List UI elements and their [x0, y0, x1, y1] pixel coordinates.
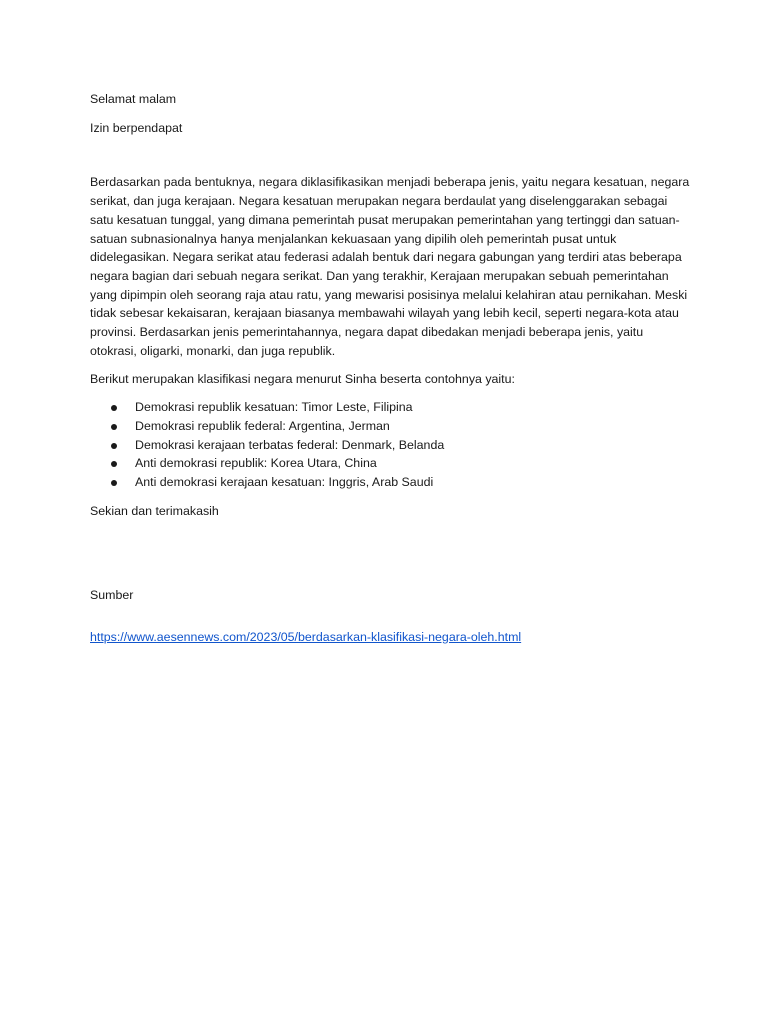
bullet-icon: [111, 424, 117, 430]
greeting-text: Selamat malam: [90, 92, 177, 106]
list-item: [90, 417, 690, 436]
bullet-icon: [111, 443, 117, 449]
list-item-text: Demokrasi kerajaan terbatas federal: Denmark, Belanda: [135, 437, 445, 452]
list-item: [90, 436, 690, 455]
list-intro: Berikut merupakan klasifikasi negara menurut Sinha beserta contohnya yaitu:: [90, 372, 515, 387]
list-item: [90, 473, 690, 492]
source-line: [90, 628, 690, 647]
opinion-text: Izin berpendapat: [90, 120, 183, 135]
closing-text: Sekian dan terimakasih: [90, 503, 219, 518]
bullet-icon: [111, 480, 117, 486]
document-page: [90, 90, 690, 647]
body-paragraph: Berdasarkan pada bentuknya, negara diklasifikasikan menjadi beberapa jenis, yaitu negara kesatuan, negara serikat, dan juga kerajaan. Negara kesatuan merupakan negara berdaulat yang diselenggarakan sebagai satu kesatuan tunggal, yang dimana pemerintah pusat merupakan pemerintahan yang tertinggi dan satuan-satuan subnasionalnya hanya menjalankan kekuasaan yang dipilih oleh pemerintah pusat untuk didelegasikan. Negara serikat atau federasi adalah bentuk dari negara gabungan yang terdiri atas beberapa negara bagian dari sebuah negara serikat. Dan yang terakhir, Kerajaan merupakan sebuah pemerintahan yang dipimpin oleh seorang raja atau ratu, yang mewarisi posisinya melalui kelahiran atau pernikahan. Meski tidak sebesar kekaisaran, kerajaan biasanya membawahi wilayah yang lebih kecil, seperti negara-kota atau provinsi. Berdasarkan jenis pemerintahannya, negara dapat dibedakan menjadi beberapa jenis, yaitu otokrasi, oligarki, monarki, dan juga republik.: [90, 175, 690, 358]
bullet-icon: [111, 461, 117, 467]
source-label: Sumber: [90, 588, 134, 603]
list-item: [90, 398, 690, 417]
list-item-text: Demokrasi republik federal: Argentina, Jerman: [135, 418, 390, 433]
list-item: [90, 454, 690, 473]
list-item-text: Anti demokrasi kerajaan kesatuan: Inggris, Arab Saudi: [135, 474, 434, 489]
source-link[interactable]: https://www.aesennews.com/2023/05/berdasarkan-klasifikasi-negara-oleh.html: [90, 630, 522, 645]
list-item-text: Demokrasi republik kesatuan: Timor Leste, Filipina: [135, 400, 413, 415]
classification-list: [90, 398, 690, 492]
bullet-icon: [111, 405, 117, 411]
list-item-text: Anti demokrasi republik: Korea Utara, China: [135, 456, 377, 471]
